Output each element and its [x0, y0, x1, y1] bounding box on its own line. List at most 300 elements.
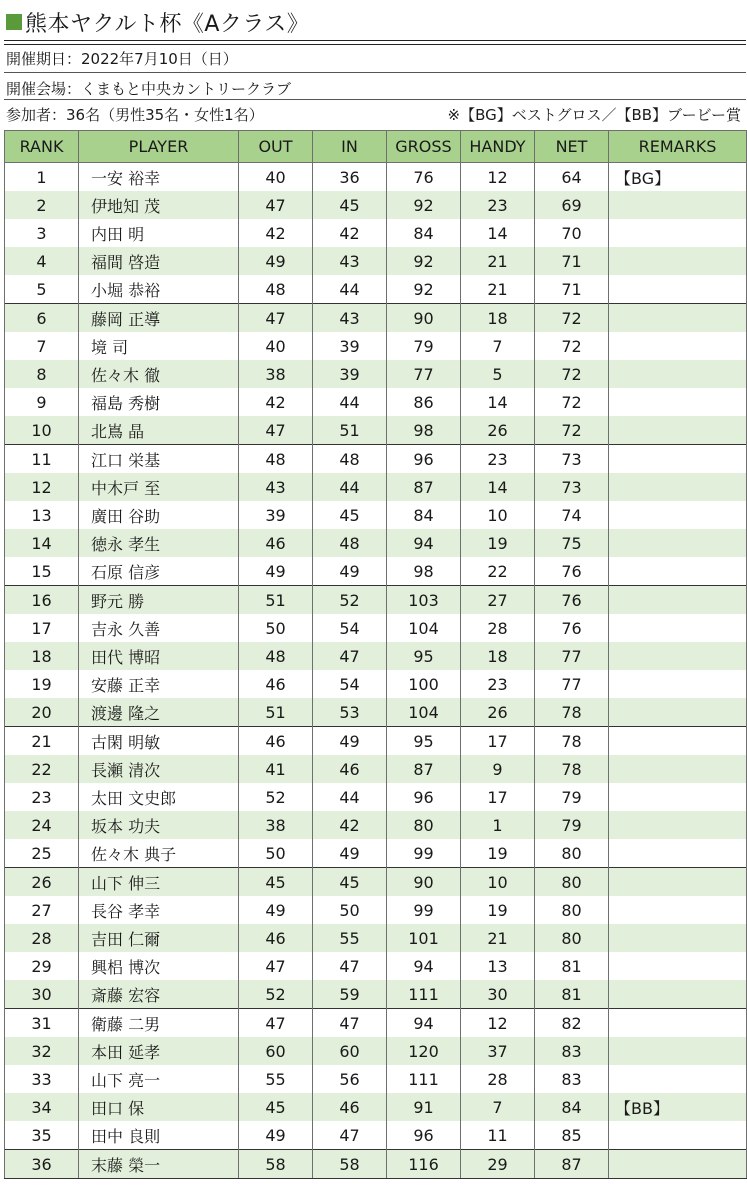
cell-gross: 76 — [387, 163, 461, 192]
cell-player: 佐々木 徹 — [79, 360, 239, 388]
cell-handy: 18 — [461, 304, 535, 333]
cell-player: 内田 明 — [79, 219, 239, 247]
cell-net: 81 — [535, 980, 609, 1009]
cell-gross: 92 — [387, 191, 461, 219]
cell-in: 36 — [313, 163, 387, 192]
cell-in: 49 — [313, 727, 387, 756]
table-row — [5, 445, 747, 474]
cell-net: 80 — [535, 839, 609, 868]
cell-net: 76 — [535, 557, 609, 586]
cell-net: 83 — [535, 1037, 609, 1065]
cell-remarks — [609, 811, 747, 839]
cell-out: 52 — [239, 980, 313, 1009]
cell-handy: 14 — [461, 473, 535, 501]
cell-rank: 3 — [5, 219, 79, 247]
cell-remarks — [609, 586, 747, 615]
cell-rank: 14 — [5, 529, 79, 557]
cell-player: 福島 秀樹 — [79, 388, 239, 416]
cell-player: 佐々木 典子 — [79, 839, 239, 868]
cell-handy: 5 — [461, 360, 535, 388]
cell-player: 山下 亮一 — [79, 1065, 239, 1093]
cell-gross: 95 — [387, 727, 461, 756]
cell-remarks — [609, 952, 747, 980]
table-row — [5, 839, 747, 868]
table-row — [5, 755, 747, 783]
table-row — [5, 642, 747, 670]
cell-remarks — [609, 529, 747, 557]
cell-remarks — [609, 698, 747, 727]
cell-gross: 94 — [387, 952, 461, 980]
cell-handy: 19 — [461, 896, 535, 924]
cell-net: 85 — [535, 1121, 609, 1150]
cell-in: 53 — [313, 698, 387, 727]
cell-player: 長谷 孝幸 — [79, 896, 239, 924]
cell-net: 72 — [535, 332, 609, 360]
cell-player: 斎藤 宏容 — [79, 980, 239, 1009]
cell-remarks — [609, 642, 747, 670]
cell-in: 54 — [313, 670, 387, 698]
cell-gross: 91 — [387, 1093, 461, 1121]
cell-rank: 1 — [5, 163, 79, 192]
title-divider — [4, 40, 746, 45]
cell-handy: 1 — [461, 811, 535, 839]
participant-count: 参加者：36名（男性35名・女性1名） — [6, 106, 264, 124]
cell-player: 衛藤 二男 — [79, 1009, 239, 1038]
table-row — [5, 1121, 747, 1150]
column-header-rank: RANK — [5, 131, 79, 163]
cell-out: 46 — [239, 529, 313, 557]
cell-handy: 30 — [461, 980, 535, 1009]
cell-out: 50 — [239, 839, 313, 868]
table-row — [5, 924, 747, 952]
cell-out: 40 — [239, 332, 313, 360]
cell-remarks: 【BB】 — [609, 1093, 747, 1121]
table-row — [5, 1037, 747, 1065]
cell-handy: 23 — [461, 670, 535, 698]
cell-net: 80 — [535, 868, 609, 897]
cell-in: 56 — [313, 1065, 387, 1093]
cell-rank: 28 — [5, 924, 79, 952]
cell-gross: 95 — [387, 642, 461, 670]
cell-handy: 13 — [461, 952, 535, 980]
cell-out: 43 — [239, 473, 313, 501]
table-row — [5, 1065, 747, 1093]
cell-net: 79 — [535, 811, 609, 839]
cell-remarks — [609, 219, 747, 247]
cell-in: 44 — [313, 388, 387, 416]
cell-net: 79 — [535, 783, 609, 811]
table-row — [5, 1009, 747, 1038]
cell-rank: 7 — [5, 332, 79, 360]
cell-in: 46 — [313, 755, 387, 783]
cell-out: 46 — [239, 924, 313, 952]
cell-gross: 96 — [387, 1121, 461, 1150]
cell-player: 安藤 正幸 — [79, 670, 239, 698]
cell-remarks — [609, 896, 747, 924]
cell-gross: 77 — [387, 360, 461, 388]
info-divider — [4, 99, 746, 100]
cell-rank: 35 — [5, 1121, 79, 1150]
table-row — [5, 1093, 747, 1121]
cell-in: 42 — [313, 811, 387, 839]
table-row — [5, 1150, 747, 1179]
cell-remarks — [609, 557, 747, 586]
table-row — [5, 388, 747, 416]
cell-player: 田代 博昭 — [79, 642, 239, 670]
cell-gross: 96 — [387, 445, 461, 474]
cell-rank: 25 — [5, 839, 79, 868]
cell-remarks — [609, 670, 747, 698]
cell-rank: 21 — [5, 727, 79, 756]
table-row — [5, 529, 747, 557]
cell-player: 吉永 久善 — [79, 614, 239, 642]
cell-gross: 87 — [387, 755, 461, 783]
table-row — [5, 501, 747, 529]
cell-gross: 87 — [387, 473, 461, 501]
table-row — [5, 163, 747, 192]
cell-rank: 8 — [5, 360, 79, 388]
cell-net: 81 — [535, 952, 609, 980]
cell-handy: 14 — [461, 388, 535, 416]
table-row — [5, 811, 747, 839]
cell-net: 78 — [535, 698, 609, 727]
cell-player: 田中 良則 — [79, 1121, 239, 1150]
cell-player: 北嶌 晶 — [79, 416, 239, 445]
cell-gross: 99 — [387, 839, 461, 868]
cell-remarks — [609, 755, 747, 783]
cell-out: 47 — [239, 416, 313, 445]
cell-handy: 28 — [461, 614, 535, 642]
cell-handy: 12 — [461, 1009, 535, 1038]
cell-in: 48 — [313, 445, 387, 474]
cell-net: 87 — [535, 1150, 609, 1179]
column-header-gross: GROSS — [387, 131, 461, 163]
column-header-net: NET — [535, 131, 609, 163]
cell-remarks — [609, 924, 747, 952]
cell-net: 76 — [535, 614, 609, 642]
table-row — [5, 868, 747, 897]
event-venue: 開催会場：くまもと中央カントリークラブ — [6, 80, 292, 98]
cell-remarks — [609, 388, 747, 416]
cell-in: 44 — [313, 275, 387, 304]
cell-net: 71 — [535, 275, 609, 304]
table-row — [5, 473, 747, 501]
table-row — [5, 191, 747, 219]
cell-net: 76 — [535, 586, 609, 615]
table-row — [5, 332, 747, 360]
cell-rank: 31 — [5, 1009, 79, 1038]
cell-player: 廣田 谷助 — [79, 501, 239, 529]
cell-player: 境 司 — [79, 332, 239, 360]
cell-out: 47 — [239, 1009, 313, 1038]
cell-player: 一安 裕幸 — [79, 163, 239, 192]
cell-rank: 22 — [5, 755, 79, 783]
cell-rank: 27 — [5, 896, 79, 924]
cell-player: 藤岡 正導 — [79, 304, 239, 333]
results-body — [5, 163, 747, 1179]
cell-rank: 4 — [5, 247, 79, 275]
cell-out: 46 — [239, 727, 313, 756]
cell-out: 40 — [239, 163, 313, 192]
cell-remarks — [609, 191, 747, 219]
cell-net: 80 — [535, 924, 609, 952]
cell-out: 42 — [239, 219, 313, 247]
cell-player: 野元 勝 — [79, 586, 239, 615]
cell-out: 51 — [239, 698, 313, 727]
cell-out: 55 — [239, 1065, 313, 1093]
table-row — [5, 247, 747, 275]
results-table — [4, 130, 747, 1179]
cell-net: 73 — [535, 473, 609, 501]
table-row — [5, 557, 747, 586]
cell-handy: 12 — [461, 163, 535, 192]
cell-rank: 16 — [5, 586, 79, 615]
cell-player: 本田 延孝 — [79, 1037, 239, 1065]
cell-rank: 19 — [5, 670, 79, 698]
table-row — [5, 727, 747, 756]
cell-gross: 90 — [387, 868, 461, 897]
cell-out: 45 — [239, 868, 313, 897]
cell-out: 47 — [239, 952, 313, 980]
cell-out: 48 — [239, 275, 313, 304]
cell-remarks — [609, 445, 747, 474]
cell-gross: 111 — [387, 980, 461, 1009]
cell-player: 徳永 孝生 — [79, 529, 239, 557]
cell-out: 47 — [239, 304, 313, 333]
cell-in: 52 — [313, 586, 387, 615]
cell-gross: 98 — [387, 557, 461, 586]
cell-rank: 11 — [5, 445, 79, 474]
table-row — [5, 896, 747, 924]
cell-net: 72 — [535, 304, 609, 333]
cell-gross: 86 — [387, 388, 461, 416]
cell-in: 46 — [313, 1093, 387, 1121]
cell-handy: 26 — [461, 698, 535, 727]
cell-handy: 17 — [461, 727, 535, 756]
cell-remarks — [609, 980, 747, 1009]
cell-gross: 104 — [387, 698, 461, 727]
cell-rank: 17 — [5, 614, 79, 642]
column-header-handy: HANDY — [461, 131, 535, 163]
cell-out: 51 — [239, 586, 313, 615]
cell-remarks — [609, 1065, 747, 1093]
cell-handy: 19 — [461, 839, 535, 868]
cell-net: 84 — [535, 1093, 609, 1121]
cell-player: 石原 信彦 — [79, 557, 239, 586]
cell-out: 52 — [239, 783, 313, 811]
cell-handy: 28 — [461, 1065, 535, 1093]
cell-net: 72 — [535, 388, 609, 416]
cell-rank: 6 — [5, 304, 79, 333]
cell-handy: 19 — [461, 529, 535, 557]
cell-in: 39 — [313, 360, 387, 388]
cell-handy: 10 — [461, 501, 535, 529]
cell-remarks — [609, 275, 747, 304]
event-date: 開催期日：2022年7月10日（日） — [6, 50, 238, 68]
cell-remarks: 【BG】 — [609, 163, 747, 192]
cell-player: 古閑 明敏 — [79, 727, 239, 756]
table-row — [5, 360, 747, 388]
table-row — [5, 586, 747, 615]
cell-handy: 22 — [461, 557, 535, 586]
cell-rank: 10 — [5, 416, 79, 445]
cell-handy: 29 — [461, 1150, 535, 1179]
cell-player: 山下 伸三 — [79, 868, 239, 897]
cell-in: 43 — [313, 304, 387, 333]
cell-player: 興梠 博次 — [79, 952, 239, 980]
cell-gross: 101 — [387, 924, 461, 952]
cell-in: 48 — [313, 529, 387, 557]
cell-rank: 36 — [5, 1150, 79, 1179]
cell-net: 72 — [535, 416, 609, 445]
cell-rank: 2 — [5, 191, 79, 219]
cell-out: 45 — [239, 1093, 313, 1121]
cell-handy: 26 — [461, 416, 535, 445]
cell-in: 59 — [313, 980, 387, 1009]
cell-in: 44 — [313, 783, 387, 811]
cell-handy: 23 — [461, 191, 535, 219]
cell-rank: 32 — [5, 1037, 79, 1065]
cell-in: 49 — [313, 839, 387, 868]
cell-rank: 9 — [5, 388, 79, 416]
cell-rank: 5 — [5, 275, 79, 304]
cell-in: 47 — [313, 1121, 387, 1150]
cell-player: 福間 啓造 — [79, 247, 239, 275]
cell-player: 末藤 榮一 — [79, 1150, 239, 1179]
cell-gross: 103 — [387, 586, 461, 615]
cell-out: 49 — [239, 1121, 313, 1150]
column-header-in: IN — [313, 131, 387, 163]
cell-in: 60 — [313, 1037, 387, 1065]
cell-gross: 92 — [387, 247, 461, 275]
cell-remarks — [609, 1150, 747, 1179]
cell-net: 80 — [535, 896, 609, 924]
cell-net: 74 — [535, 501, 609, 529]
cell-player: 太田 文史郎 — [79, 783, 239, 811]
cell-net: 71 — [535, 247, 609, 275]
cell-rank: 26 — [5, 868, 79, 897]
cell-in: 54 — [313, 614, 387, 642]
cell-gross: 79 — [387, 332, 461, 360]
cell-handy: 17 — [461, 783, 535, 811]
page-title-bar — [4, 4, 744, 40]
cell-player: 江口 栄基 — [79, 445, 239, 474]
cell-out: 46 — [239, 670, 313, 698]
cell-remarks — [609, 727, 747, 756]
table-row — [5, 416, 747, 445]
table-row — [5, 304, 747, 333]
cell-net: 83 — [535, 1065, 609, 1093]
cell-remarks — [609, 614, 747, 642]
cell-out: 48 — [239, 642, 313, 670]
table-row — [5, 275, 747, 304]
cell-remarks — [609, 332, 747, 360]
cell-handy: 21 — [461, 247, 535, 275]
cell-out: 47 — [239, 191, 313, 219]
cell-in: 47 — [313, 642, 387, 670]
cell-remarks — [609, 1121, 747, 1150]
cell-out: 50 — [239, 614, 313, 642]
cell-in: 47 — [313, 1009, 387, 1038]
cell-out: 49 — [239, 896, 313, 924]
cell-net: 78 — [535, 727, 609, 756]
cell-gross: 100 — [387, 670, 461, 698]
cell-out: 42 — [239, 388, 313, 416]
cell-player: 田口 保 — [79, 1093, 239, 1121]
cell-rank: 30 — [5, 980, 79, 1009]
cell-in: 42 — [313, 219, 387, 247]
cell-rank: 15 — [5, 557, 79, 586]
cell-handy: 37 — [461, 1037, 535, 1065]
cell-net: 70 — [535, 219, 609, 247]
remarks-legend: ※【BG】ベストグロス／【BB】ブービー賞 — [447, 106, 741, 124]
cell-handy: 18 — [461, 642, 535, 670]
cell-in: 39 — [313, 332, 387, 360]
cell-rank: 33 — [5, 1065, 79, 1093]
cell-net: 69 — [535, 191, 609, 219]
cell-in: 47 — [313, 952, 387, 980]
cell-out: 60 — [239, 1037, 313, 1065]
cell-handy: 9 — [461, 755, 535, 783]
cell-remarks — [609, 416, 747, 445]
cell-out: 39 — [239, 501, 313, 529]
cell-gross: 84 — [387, 501, 461, 529]
cell-gross: 99 — [387, 896, 461, 924]
table-row — [5, 980, 747, 1009]
cell-net: 77 — [535, 670, 609, 698]
cell-remarks — [609, 501, 747, 529]
cell-handy: 23 — [461, 445, 535, 474]
cell-in: 51 — [313, 416, 387, 445]
cell-remarks — [609, 360, 747, 388]
cell-remarks — [609, 247, 747, 275]
cell-handy: 21 — [461, 275, 535, 304]
cell-gross: 111 — [387, 1065, 461, 1093]
column-header-remarks: REMARKS — [609, 131, 747, 163]
cell-rank: 34 — [5, 1093, 79, 1121]
cell-net: 64 — [535, 163, 609, 192]
cell-player: 坂本 功夫 — [79, 811, 239, 839]
cell-in: 45 — [313, 868, 387, 897]
column-header-player: PLAYER — [79, 131, 239, 163]
cell-gross: 80 — [387, 811, 461, 839]
cell-gross: 96 — [387, 783, 461, 811]
cell-rank: 20 — [5, 698, 79, 727]
title-square-icon — [6, 14, 22, 30]
cell-in: 43 — [313, 247, 387, 275]
cell-out: 41 — [239, 755, 313, 783]
cell-player: 吉田 仁爾 — [79, 924, 239, 952]
cell-net: 72 — [535, 360, 609, 388]
info-divider — [4, 72, 746, 73]
cell-handy: 21 — [461, 924, 535, 952]
cell-out: 38 — [239, 360, 313, 388]
cell-handy: 7 — [461, 332, 535, 360]
cell-remarks — [609, 868, 747, 897]
table-row — [5, 219, 747, 247]
table-header-row — [5, 131, 747, 163]
cell-in: 45 — [313, 501, 387, 529]
table-row — [5, 698, 747, 727]
cell-out: 48 — [239, 445, 313, 474]
cell-net: 82 — [535, 1009, 609, 1038]
cell-handy: 10 — [461, 868, 535, 897]
cell-out: 58 — [239, 1150, 313, 1179]
cell-net: 78 — [535, 755, 609, 783]
cell-in: 55 — [313, 924, 387, 952]
cell-gross: 90 — [387, 304, 461, 333]
cell-handy: 27 — [461, 586, 535, 615]
